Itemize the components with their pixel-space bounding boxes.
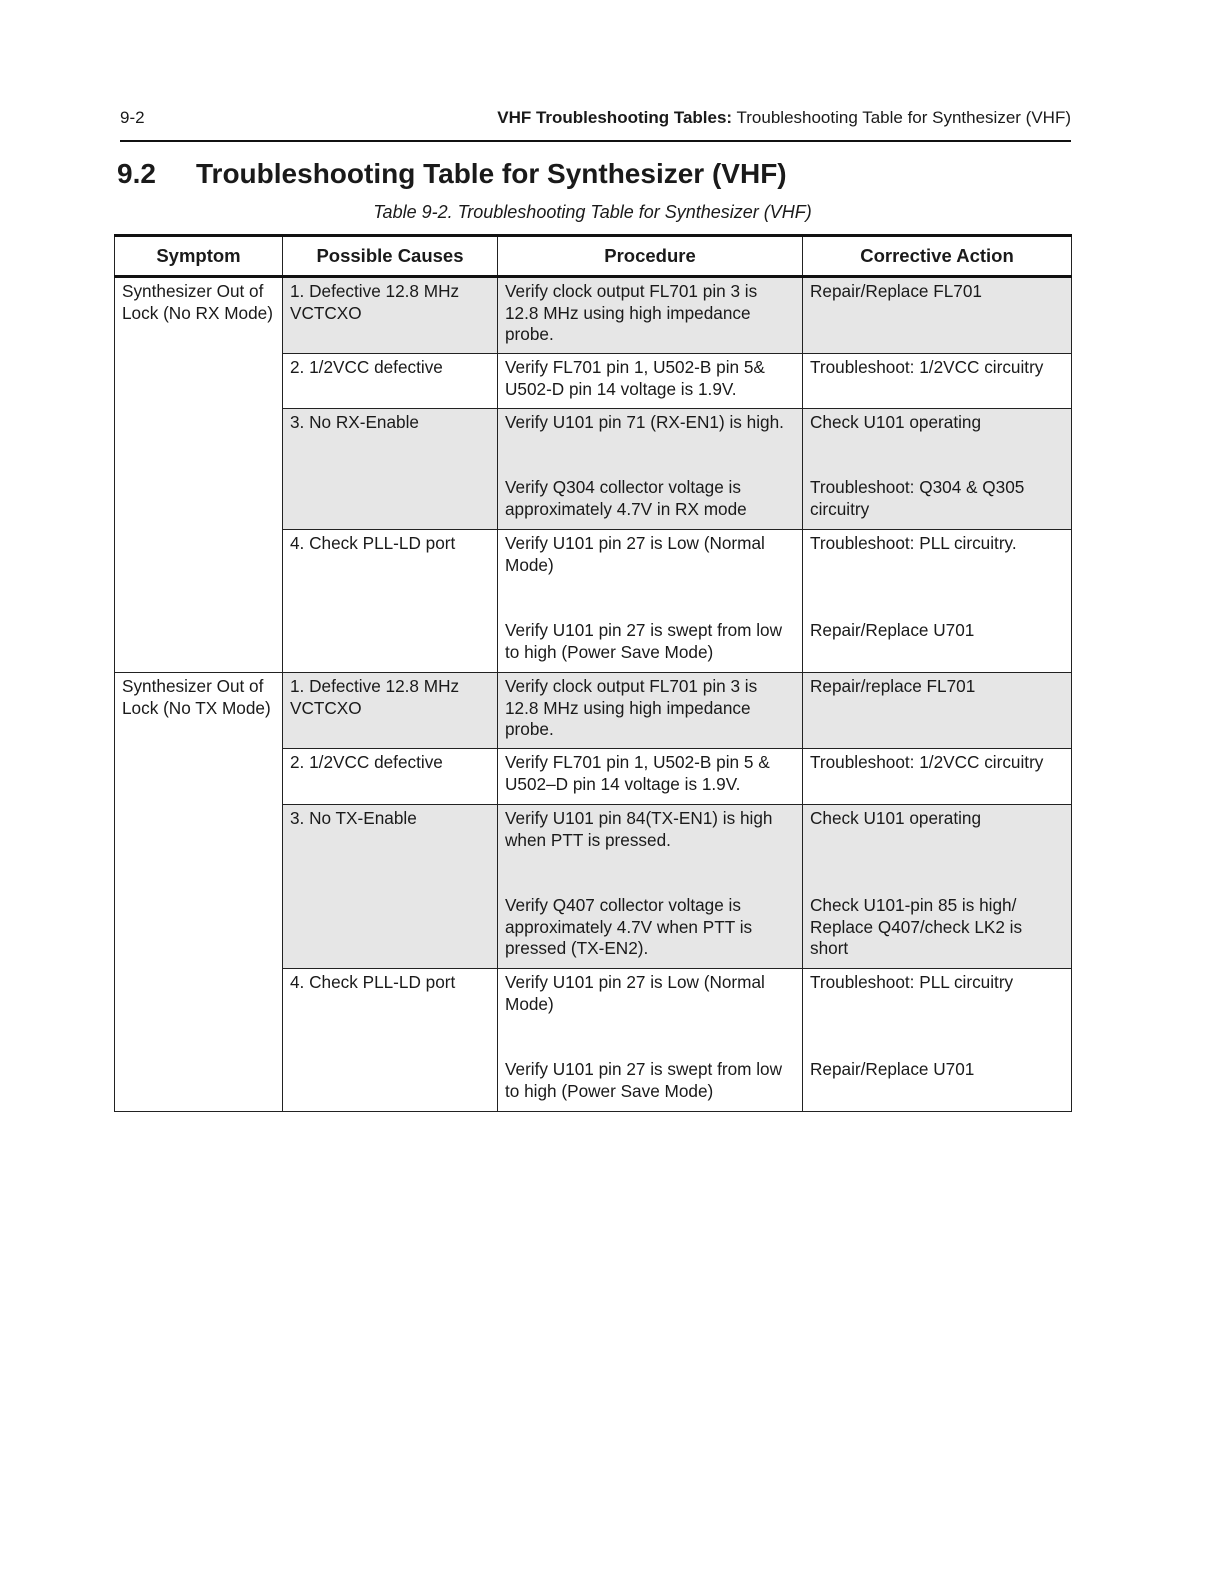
- procedure-cell: [498, 277, 803, 354]
- action-step: Repair/Replace FL701: [810, 281, 982, 301]
- symptom-cell: Synthesizer Out of Lock (No TX Mode): [115, 673, 283, 1112]
- action-cell: [803, 673, 1072, 749]
- action-step: Check U101 operating: [810, 808, 982, 828]
- procedure-step: Verify U101 pin 27 is Low (Normal Mode): [505, 533, 765, 575]
- action-step: Check U101 operating: [810, 412, 982, 432]
- table-row: [115, 277, 1072, 354]
- table-caption: Table 9-2. Troubleshooting Table for Synthesizer (VHF): [373, 202, 812, 222]
- header-procedure: Procedure: [498, 236, 803, 277]
- procedure-cell: [498, 749, 803, 805]
- table-row: [115, 673, 1072, 749]
- action-cell: [803, 354, 1072, 409]
- procedure-cell: [498, 409, 803, 530]
- cause-cell: 3. No TX-Enable: [283, 805, 498, 969]
- action-step: Check U101-pin 85 is high/ Replace Q407/check LK2 is short: [810, 895, 1023, 959]
- symptom-cell: Synthesizer Out of Lock (No RX Mode): [115, 277, 283, 673]
- troubleshooting-table: [114, 234, 1072, 1112]
- procedure-step: Verify U101 pin 27 is swept from low to high (Power Save Mode): [505, 1059, 783, 1101]
- cause-cell: 1. Defective 12.8 MHz VCTCXO: [283, 277, 498, 354]
- cause-cell: 4. Check PLL-LD port: [283, 530, 498, 673]
- cause-cell: 4. Check PLL-LD port: [283, 969, 498, 1112]
- procedure-cell: [498, 805, 803, 969]
- action-cell: [803, 277, 1072, 354]
- action-step: Troubleshoot: 1/2VCC circuitry: [810, 357, 1044, 377]
- procedure-step: Verify U101 pin 27 is Low (Normal Mode): [505, 972, 765, 1014]
- procedure-step: Verify Q304 collector voltage is approximately 4.7V in RX mode: [505, 477, 747, 519]
- procedure-step: Verify clock output FL701 pin 3 is 12.8 MHz using high impedance probe.: [505, 281, 758, 345]
- action-step: Troubleshoot: Q304 & Q305 circuitry: [810, 477, 1025, 519]
- action-step: Troubleshoot: PLL circuitry.: [810, 533, 1017, 553]
- procedure-step: Verify U101 pin 27 is swept from low to high (Power Save Mode): [505, 620, 783, 662]
- running-title-rest: Troubleshooting Table for Synthesizer (VHF): [732, 108, 1071, 127]
- action-step: Repair/Replace U701: [810, 620, 975, 640]
- cause-cell: 1. Defective 12.8 MHz VCTCXO: [283, 673, 498, 749]
- action-cell: [803, 969, 1072, 1112]
- procedure-step: Verify U101 pin 84(TX-EN1) is high when PTT is pressed.: [505, 808, 773, 850]
- procedure-step: Verify Q407 collector voltage is approximately 4.7V when PTT is pressed (TX-EN2).: [505, 895, 753, 959]
- action-cell: [803, 749, 1072, 805]
- action-cell: [803, 805, 1072, 969]
- procedure-step: Verify clock output FL701 pin 3 is 12.8 MHz using high impedance probe.: [505, 676, 758, 740]
- procedure-cell: [498, 673, 803, 749]
- running-title-bold: VHF Troubleshooting Tables:: [497, 108, 733, 127]
- page-number: 9-2: [120, 108, 145, 127]
- action-step: Repair/Replace U701: [810, 1059, 975, 1079]
- page-header: [120, 108, 1071, 134]
- cause-cell: 2. 1/2VCC defective: [283, 354, 498, 409]
- action-cell: [803, 530, 1072, 673]
- action-step: Repair/replace FL701: [810, 676, 976, 696]
- header-corrective-action: Corrective Action: [803, 236, 1072, 277]
- header-possible-causes: Possible Causes: [283, 236, 498, 277]
- procedure-cell: [498, 969, 803, 1112]
- cause-cell: 3. No RX-Enable: [283, 409, 498, 530]
- procedure-step: Verify FL701 pin 1, U502-B pin 5& U502-D pin 14 voltage is 1.9V.: [505, 357, 765, 399]
- header-symptom: Symptom: [115, 236, 283, 277]
- header-rule: [120, 140, 1071, 142]
- table-header-row: [115, 236, 1072, 277]
- section-title: Troubleshooting Table for Synthesizer (VHF): [196, 158, 787, 189]
- running-title: [497, 108, 1071, 128]
- procedure-cell: [498, 530, 803, 673]
- procedure-step: Verify FL701 pin 1, U502-B pin 5 & U502–D pin 14 voltage is 1.9V.: [505, 752, 770, 794]
- procedure-step: Verify U101 pin 71 (RX-EN1) is high.: [505, 412, 784, 432]
- action-step: Troubleshoot: PLL circuitry: [810, 972, 1014, 992]
- section-number: 9.2: [117, 158, 156, 189]
- section-heading: [117, 158, 787, 190]
- cause-cell: 2. 1/2VCC defective: [283, 749, 498, 805]
- procedure-cell: [498, 354, 803, 409]
- action-step: Troubleshoot: 1/2VCC circuitry: [810, 752, 1044, 772]
- action-cell: [803, 409, 1072, 530]
